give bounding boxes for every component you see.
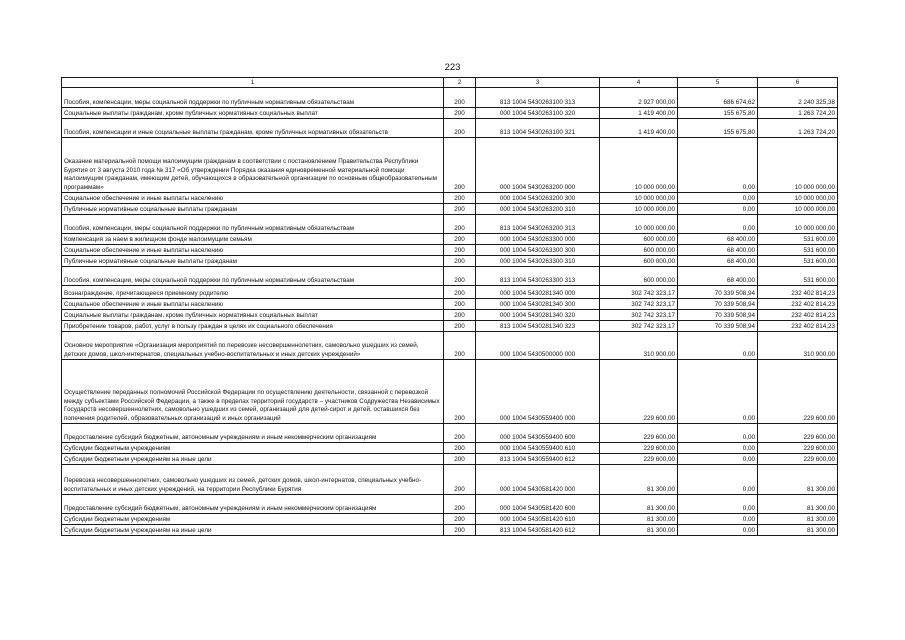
row-remaining-cell: 229 600,00	[758, 454, 838, 465]
row-remaining-cell: 229 600,00	[758, 360, 838, 424]
row-code-cell: 000 1004 5430559400 610	[476, 443, 600, 454]
row-executed-cell: 70 339 508,94	[678, 299, 758, 310]
table-row	[62, 443, 838, 454]
row-ved-cell: 200	[444, 360, 476, 424]
row-ved-cell: 200	[444, 88, 476, 108]
row-name-cell	[62, 88, 444, 108]
row-name-text: Субсидии бюджетным учреждениям на иные цели	[64, 455, 212, 463]
row-name-text: Социальное обеспечение и иные выплаты населению	[64, 194, 224, 202]
row-remaining-cell: 10 000 000,00	[758, 215, 838, 234]
row-name-cell	[62, 360, 444, 424]
table-row	[62, 234, 838, 245]
row-name-cell	[62, 245, 444, 256]
row-planned-cell: 1 419 400,00	[600, 108, 678, 119]
row-remaining-cell: 229 600,00	[758, 443, 838, 454]
row-ved-cell: 200	[444, 454, 476, 465]
row-planned-cell: 302 742 323,17	[600, 286, 678, 299]
row-planned-cell: 600 000,00	[600, 234, 678, 245]
row-name-cell	[62, 424, 444, 443]
row-executed-cell: 68 400,00	[678, 256, 758, 267]
table-header-row	[62, 78, 838, 88]
row-name-text: Компенсация за наем в жилищном фонде малоимущим семьям	[64, 235, 252, 243]
row-name-cell	[62, 204, 444, 215]
table-row	[62, 495, 838, 514]
row-planned-cell: 229 600,00	[600, 454, 678, 465]
row-code-cell: 000 1004 5430263300 000	[476, 234, 600, 245]
row-name-cell	[62, 454, 444, 465]
row-planned-cell: 600 000,00	[600, 245, 678, 256]
row-name-cell	[62, 443, 444, 454]
row-ved-cell: 200	[444, 204, 476, 215]
table-row	[62, 193, 838, 204]
row-remaining-cell: 10 000 000,00	[758, 138, 838, 193]
table-row	[62, 299, 838, 310]
row-executed-cell: 686 674,62	[678, 88, 758, 108]
row-remaining-cell: 531 600,00	[758, 234, 838, 245]
table-row	[62, 321, 838, 332]
row-ved-cell: 200	[444, 193, 476, 204]
row-code-cell: 000 1004 5430263300 310	[476, 256, 600, 267]
row-ved-cell: 200	[444, 495, 476, 514]
row-executed-cell: 0,00	[678, 443, 758, 454]
row-name-text: Перевозка несовершеннолетних, самовольно ушедших из семей, детских домов, школ-интернатов, специальных учебно-воспитательных и иных детских учреждений, на территории Республики Бурятия	[64, 477, 422, 493]
row-planned-cell: 229 600,00	[600, 443, 678, 454]
row-code-cell: 000 1004 5430581420 600	[476, 495, 600, 514]
row-name-text: Субсидии бюджетным учреждениям	[64, 515, 171, 523]
row-code-cell: 813 1004 5430281340 323	[476, 321, 600, 332]
row-name-cell	[62, 321, 444, 332]
row-code-cell: 000 1004 5430263200 300	[476, 193, 600, 204]
row-executed-cell: 0,00	[678, 193, 758, 204]
row-name-cell	[62, 138, 444, 193]
row-name-text: Публичные нормативные социальные выплаты гражданам	[64, 205, 238, 213]
table-row	[62, 454, 838, 465]
row-planned-cell: 81 300,00	[600, 465, 678, 495]
row-code-cell: 000 1004 5430281340 000	[476, 286, 600, 299]
row-remaining-cell: 531 600,00	[758, 256, 838, 267]
row-planned-cell: 302 742 323,17	[600, 310, 678, 321]
table-row	[62, 465, 838, 495]
row-executed-cell: 68 400,00	[678, 234, 758, 245]
row-planned-cell: 2 927 000,00	[600, 88, 678, 108]
row-planned-cell: 10 000 000,00	[600, 204, 678, 215]
row-code-cell: 813 1004 5430263200 313	[476, 215, 600, 234]
row-remaining-cell: 1 263 724,20	[758, 108, 838, 119]
row-name-text: Социальное обеспечение и иные выплаты населению	[64, 246, 224, 254]
row-name-cell	[62, 267, 444, 286]
row-planned-cell: 10 000 000,00	[600, 138, 678, 193]
row-name-cell	[62, 215, 444, 234]
column-header-5: 5	[678, 78, 758, 88]
row-executed-cell: 155 675,80	[678, 108, 758, 119]
row-name-text: Пособия, компенсации, меры социальной поддержки по публичным нормативным обязательствам	[64, 276, 355, 284]
table-row	[62, 88, 838, 108]
row-name-text: Вознаграждение, причитающееся приемному родителю	[64, 289, 228, 297]
row-ved-cell: 200	[444, 138, 476, 193]
row-planned-cell: 81 300,00	[600, 514, 678, 525]
row-planned-cell: 600 000,00	[600, 256, 678, 267]
row-executed-cell: 0,00	[678, 204, 758, 215]
row-executed-cell: 0,00	[678, 215, 758, 234]
row-executed-cell: 155 675,80	[678, 119, 758, 138]
row-name-cell	[62, 193, 444, 204]
row-name-text: Социальные выплаты гражданам, кроме публичных нормативных социальных выплат	[64, 109, 318, 117]
row-name-text: Пособия, компенсации, меры социальной поддержки по публичным нормативным обязательствам	[64, 98, 355, 106]
table-row	[62, 332, 838, 360]
row-remaining-cell: 81 300,00	[758, 495, 838, 514]
row-code-cell: 000 1004 5430581420 610	[476, 514, 600, 525]
table-row	[62, 267, 838, 286]
row-code-cell: 000 1004 5430263100 320	[476, 108, 600, 119]
table-row	[62, 119, 838, 138]
row-name-cell	[62, 108, 444, 119]
row-ved-cell: 200	[444, 424, 476, 443]
table-row	[62, 108, 838, 119]
row-name-text: Субсидии бюджетным учреждениям на иные цели	[64, 526, 212, 534]
column-header-1: 1	[62, 78, 444, 88]
row-planned-cell: 302 742 323,17	[600, 321, 678, 332]
row-remaining-cell: 81 300,00	[758, 514, 838, 525]
row-executed-cell: 0,00	[678, 454, 758, 465]
row-name-text: Оказание материальной помощи малоимущим гражданам в соответствии с постановлением Правительства Республики Бурятия от 3 августа 2010 года № 317 «Об утверждении Порядка оказания единовременной материальной помощи малоимущим гражданам, имеющим детей, обучающихся в образовательной организации по основным общеобразовательным программам»	[64, 158, 437, 191]
row-remaining-cell: 310 900,00	[758, 332, 838, 360]
row-name-cell	[62, 119, 444, 138]
row-executed-cell: 0,00	[678, 332, 758, 360]
row-ved-cell: 200	[444, 286, 476, 299]
table-row	[62, 360, 838, 424]
row-code-cell: 000 1004 5430559400 000	[476, 360, 600, 424]
table-row	[62, 514, 838, 525]
row-planned-cell: 81 300,00	[600, 495, 678, 514]
row-name-text: Публичные нормативные социальные выплаты гражданам	[64, 257, 238, 265]
row-code-cell: 000 1004 5430281340 300	[476, 299, 600, 310]
row-remaining-cell: 232 402 814,23	[758, 286, 838, 299]
row-planned-cell: 302 742 323,17	[600, 299, 678, 310]
row-name-text: Социальное обеспечение и иные выплаты населению	[64, 300, 224, 308]
row-name-text: Пособия, компенсации и иные социальные выплаты гражданам, кроме публичных нормативных обязательств	[64, 128, 388, 136]
row-code-cell: 000 1004 5430559400 600	[476, 424, 600, 443]
row-code-cell: 000 1004 5430500000 000	[476, 332, 600, 360]
row-name-text: Осуществление переданных полномочий Российской Федерации по осуществлению деятельности, связанной с перевозкой между субъектами Российской Федерации, а также в пределах территорий государств – участников Содружества Независимых Государств несовершеннолетних, самовольно ушедших из семей, организаций для детей-сирот и детей, оставшихся без попечения родителей, образовательных организаций и иных организаций	[64, 389, 440, 422]
row-name-cell	[62, 514, 444, 525]
row-planned-cell: 600 000,00	[600, 267, 678, 286]
row-ved-cell: 200	[444, 310, 476, 321]
row-executed-cell: 0,00	[678, 465, 758, 495]
table-row	[62, 215, 838, 234]
row-executed-cell: 68 400,00	[678, 267, 758, 286]
row-code-cell: 813 1004 5430263100 313	[476, 88, 600, 108]
row-planned-cell: 10 000 000,00	[600, 215, 678, 234]
row-executed-cell: 0,00	[678, 424, 758, 443]
row-code-cell: 000 1004 5430263200 310	[476, 204, 600, 215]
table-row	[62, 286, 838, 299]
row-code-cell: 000 1004 5430281340 320	[476, 310, 600, 321]
row-ved-cell: 200	[444, 256, 476, 267]
row-ved-cell: 200	[444, 119, 476, 138]
row-remaining-cell: 1 263 724,20	[758, 119, 838, 138]
row-executed-cell: 0,00	[678, 514, 758, 525]
row-name-cell	[62, 465, 444, 495]
row-ved-cell: 200	[444, 215, 476, 234]
column-header-6: 6	[758, 78, 838, 88]
table-body	[62, 88, 838, 536]
row-executed-cell: 70 339 508,94	[678, 321, 758, 332]
budget-table	[61, 77, 838, 536]
row-planned-cell: 81 300,00	[600, 525, 678, 536]
table-row	[62, 525, 838, 536]
row-code-cell: 813 1004 5430263100 321	[476, 119, 600, 138]
row-code-cell: 000 1004 5430263300 300	[476, 245, 600, 256]
row-planned-cell: 10 000 000,00	[600, 193, 678, 204]
row-name-cell	[62, 234, 444, 245]
row-ved-cell: 200	[444, 245, 476, 256]
row-ved-cell: 200	[444, 299, 476, 310]
column-header-2: 2	[444, 78, 476, 88]
page-number: 223	[444, 62, 461, 73]
row-name-cell	[62, 299, 444, 310]
table-row	[62, 245, 838, 256]
row-name-cell	[62, 332, 444, 360]
row-code-cell: 813 1004 5430581420 612	[476, 525, 600, 536]
row-name-text: Субсидии бюджетным учреждениям	[64, 444, 171, 452]
row-name-text: Предоставление субсидий бюджетным, автономным учреждениям и иным некоммерческим организациям	[64, 433, 377, 441]
column-header-3: 3	[476, 78, 600, 88]
row-remaining-cell: 81 300,00	[758, 465, 838, 495]
row-remaining-cell: 232 402 814,23	[758, 299, 838, 310]
row-remaining-cell: 531 600,00	[758, 267, 838, 286]
row-code-cell: 000 1004 5430581420 000	[476, 465, 600, 495]
row-name-cell	[62, 286, 444, 299]
row-ved-cell: 200	[444, 321, 476, 332]
row-executed-cell: 0,00	[678, 138, 758, 193]
row-ved-cell: 200	[444, 514, 476, 525]
row-remaining-cell: 232 402 814,23	[758, 321, 838, 332]
row-remaining-cell: 81 300,00	[758, 525, 838, 536]
table-row	[62, 204, 838, 215]
row-name-cell	[62, 525, 444, 536]
row-code-cell: 813 1004 5430263300 313	[476, 267, 600, 286]
row-planned-cell: 310 900,00	[600, 332, 678, 360]
row-remaining-cell: 229 600,00	[758, 424, 838, 443]
table-row	[62, 310, 838, 321]
row-remaining-cell: 10 000 000,00	[758, 193, 838, 204]
row-code-cell: 813 1004 5430559400 612	[476, 454, 600, 465]
table-row	[62, 138, 838, 193]
row-name-text: Основное мероприятие «Организация мероприятий по перевозке несовершеннолетних, самовольно ушедших из семей, детских домов, школ-интернатов, специальных учебно-воспитательных и иных детских учреждений»	[64, 342, 419, 358]
row-code-cell: 000 1004 5430263200 000	[476, 138, 600, 193]
row-name-text: Предоставление субсидий бюджетным, автономным учреждениям и иным некоммерческим организациям	[64, 504, 377, 512]
row-ved-cell: 200	[444, 234, 476, 245]
row-name-cell	[62, 256, 444, 267]
row-name-text: Пособия, компенсации, меры социальной поддержки по публичным нормативным обязательствам	[64, 224, 355, 232]
row-executed-cell: 0,00	[678, 360, 758, 424]
row-ved-cell: 200	[444, 465, 476, 495]
row-name-text: Социальные выплаты гражданам, кроме публичных нормативных социальных выплат	[64, 311, 318, 319]
row-remaining-cell: 232 402 814,23	[758, 310, 838, 321]
column-header-4: 4	[600, 78, 678, 88]
row-ved-cell: 200	[444, 108, 476, 119]
row-executed-cell: 70 339 508,94	[678, 286, 758, 299]
row-name-cell	[62, 495, 444, 514]
row-executed-cell: 70 339 508,94	[678, 310, 758, 321]
row-planned-cell: 229 600,00	[600, 424, 678, 443]
row-planned-cell: 229 600,00	[600, 360, 678, 424]
row-ved-cell: 200	[444, 443, 476, 454]
row-remaining-cell: 2 240 325,38	[758, 88, 838, 108]
row-executed-cell: 68 400,00	[678, 245, 758, 256]
row-ved-cell: 200	[444, 525, 476, 536]
row-remaining-cell: 10 000 000,00	[758, 204, 838, 215]
row-executed-cell: 0,00	[678, 525, 758, 536]
row-ved-cell: 200	[444, 267, 476, 286]
table-row	[62, 424, 838, 443]
row-ved-cell: 200	[444, 332, 476, 360]
table-row	[62, 256, 838, 267]
row-name-text: Приобретение товаров, работ, услуг в пользу граждан в целях их социального обеспечения	[64, 322, 333, 330]
row-planned-cell: 1 419 400,00	[600, 119, 678, 138]
row-executed-cell: 0,00	[678, 495, 758, 514]
row-name-cell	[62, 310, 444, 321]
row-remaining-cell: 531 600,00	[758, 245, 838, 256]
